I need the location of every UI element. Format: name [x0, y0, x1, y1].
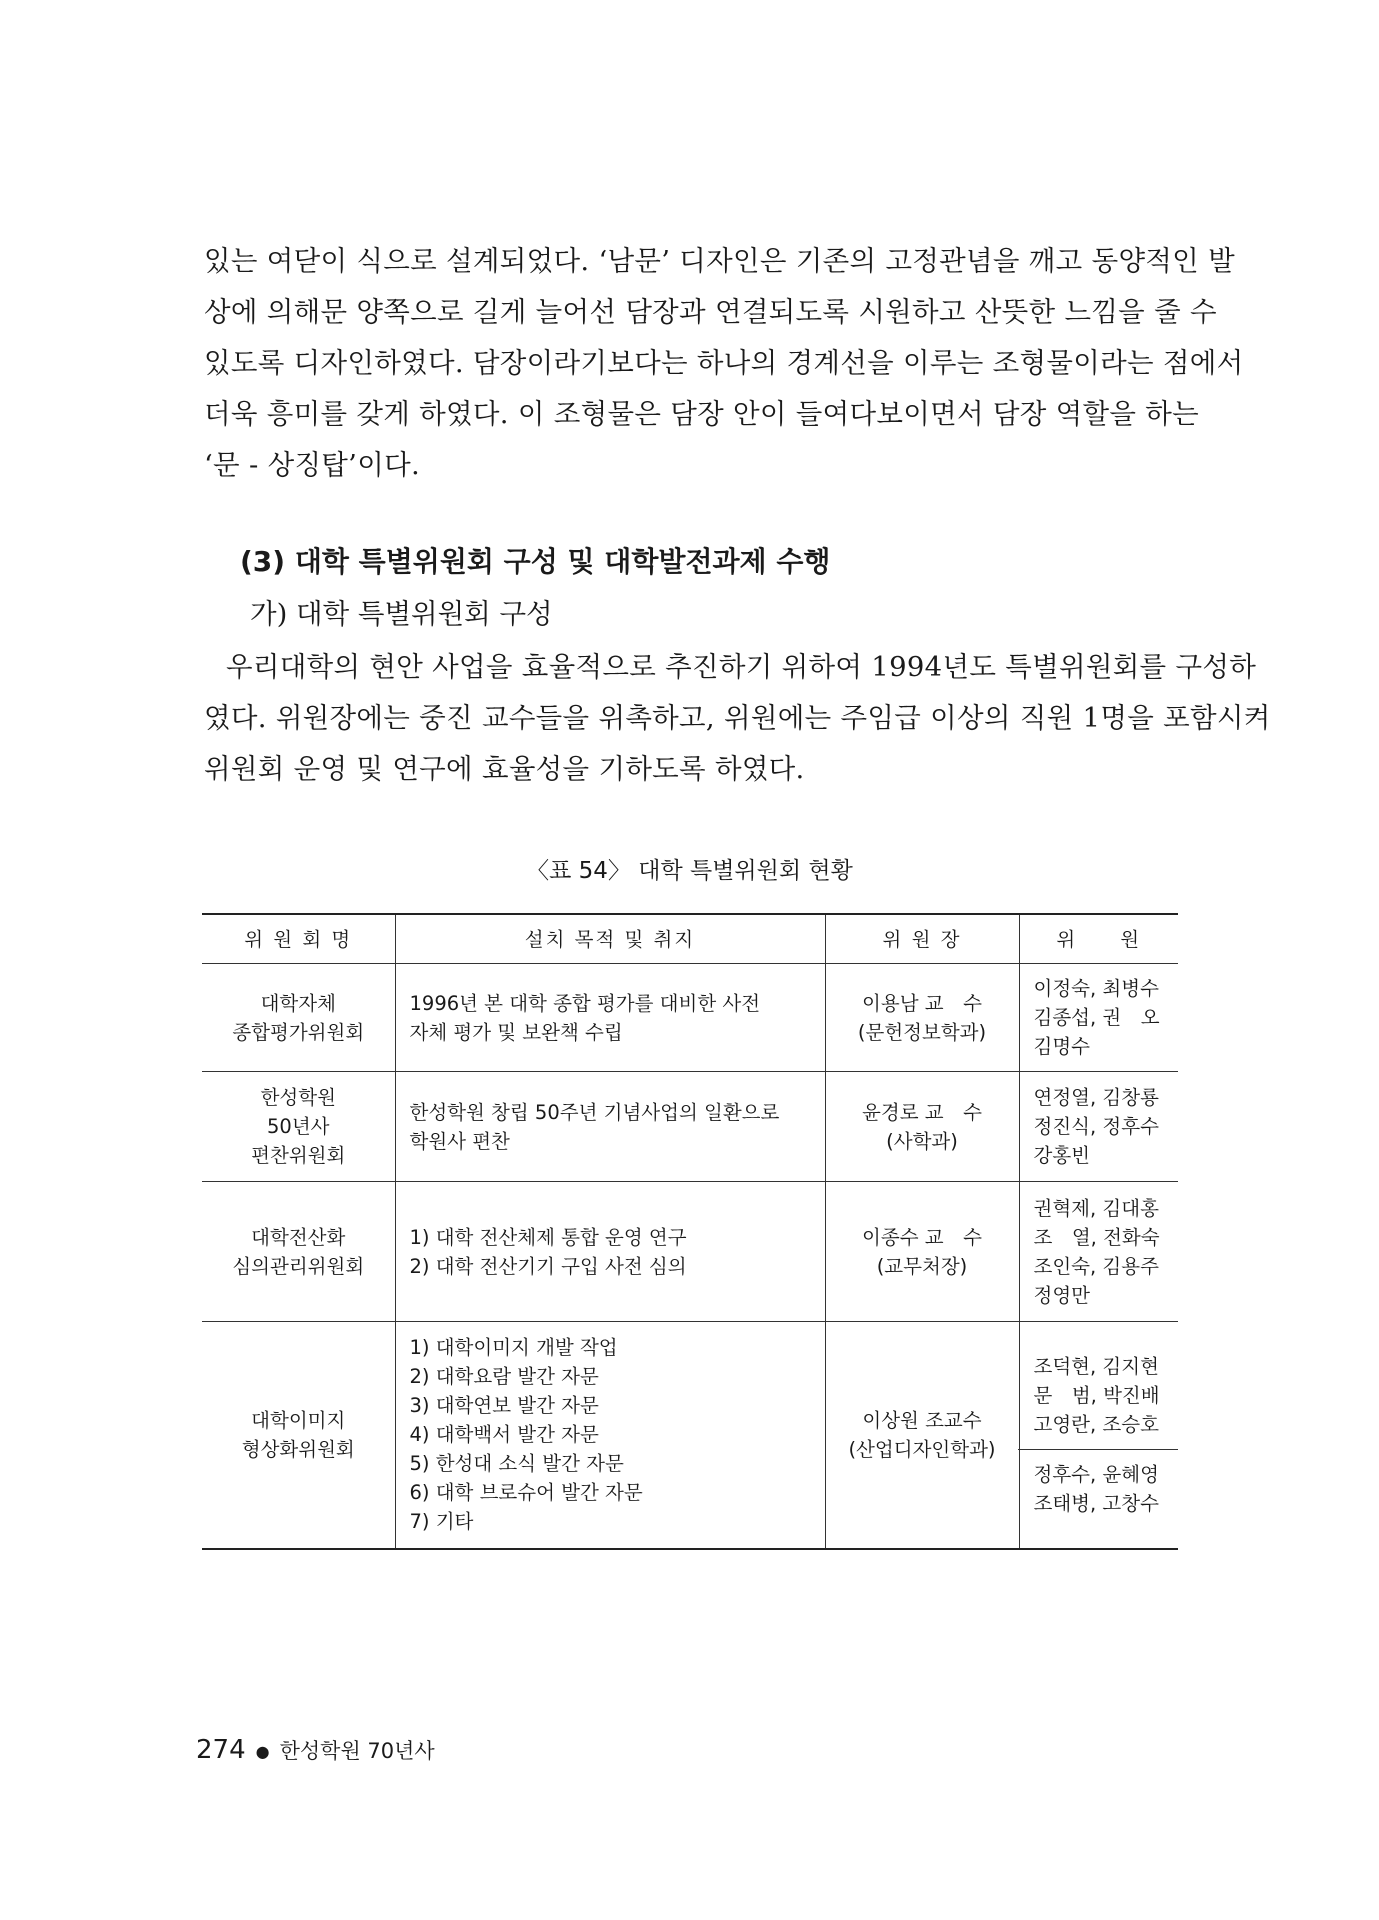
committee-name-line: 편찬위원회 — [251, 1144, 346, 1167]
chair-cell — [825, 1322, 1019, 1549]
column-header: 위 원 장 — [825, 914, 1019, 964]
committee-table — [202, 913, 1178, 1550]
table-body — [202, 964, 1178, 1549]
committee-name-cell — [202, 1072, 395, 1182]
purpose-line: 5) 한성대 소식 발간 자문 — [409, 1452, 624, 1476]
table-row — [202, 1322, 1178, 1549]
page-footer — [196, 1735, 435, 1765]
purpose-line: 3) 대학연보 발간 자문 — [409, 1394, 599, 1418]
chair-line: (교무처장) — [876, 1254, 968, 1278]
chair-line: 윤경로 교 수 — [862, 1100, 982, 1124]
committee-name-line: 대학전산화 — [251, 1225, 346, 1249]
committee-name-line: 50년사 — [267, 1115, 330, 1138]
members-line: 정진식, 정후수 — [1033, 1115, 1159, 1138]
members-line: 강홍빈 — [1033, 1144, 1091, 1167]
chair-line: 이상원 조교수 — [862, 1408, 982, 1432]
committee-name-line: 대학자체 — [260, 991, 336, 1015]
members-cell — [1019, 1072, 1178, 1182]
members-cell — [1019, 964, 1178, 1072]
members-line: 정후수, 윤혜영 — [1033, 1462, 1159, 1486]
purpose-cell — [395, 1182, 825, 1322]
purpose-line: 2) 대학 전산기기 구입 사전 심의 — [409, 1254, 687, 1278]
members-line: 연정열, 김창룡 — [1033, 1086, 1159, 1109]
members-line: 고영란, 조승호 — [1033, 1412, 1159, 1436]
body-paragraph — [204, 642, 1271, 795]
purpose-line: 한성학원 창립 50주년 기념사업의 일환으로 — [409, 1100, 780, 1124]
members-line: 조태병, 고창수 — [1033, 1491, 1159, 1515]
committee-name-cell — [202, 1322, 395, 1549]
chair-line: (사학과) — [886, 1129, 958, 1153]
purpose-line: 6) 대학 브로슈어 발간 자문 — [409, 1481, 643, 1505]
chair-cell — [825, 1072, 1019, 1182]
section-heading: (3) 대학 특별위원회 구성 및 대학발전과제 수행 — [240, 545, 831, 578]
chair-line: 이종수 교 수 — [862, 1225, 982, 1249]
purpose-cell — [395, 964, 825, 1072]
paragraph-line: 였다. 위원장에는 중진 교수들을 위촉하고, 위원에는 주임급 이상의 직원 1명을 포함시켜 — [204, 702, 1271, 734]
purpose-cell — [395, 1072, 825, 1182]
chair-cell — [825, 964, 1019, 1072]
chair-line: 이용남 교 수 — [862, 991, 982, 1015]
committee-name-line: 종합평가위원회 — [232, 1020, 365, 1044]
purpose-line: 자체 평가 및 보완책 수립 — [409, 1020, 623, 1044]
column-header: 위 원 — [1019, 914, 1178, 964]
table-row — [202, 1072, 1178, 1182]
purpose-line: 학원사 편찬 — [409, 1129, 510, 1153]
table-header-row — [202, 914, 1178, 964]
intro-paragraph — [204, 236, 1244, 491]
paragraph-line: 있는 여닫이 식으로 설계되었다. ‘남문’ 디자인은 기존의 고정관념을 깨고 동양적인 발 — [204, 245, 1235, 277]
book-title: 한성학원 70년사 — [279, 1739, 435, 1763]
members-extra-group — [1018, 1449, 1179, 1518]
purpose-line: 1) 대학이미지 개발 작업 — [409, 1336, 618, 1360]
purpose-line: 4) 대학백서 발간 자문 — [409, 1423, 599, 1447]
committee-name-cell — [202, 964, 395, 1072]
column-header: 위 원 회 명 — [202, 914, 395, 964]
table-row — [202, 1182, 1178, 1322]
table-row — [202, 964, 1178, 1072]
paragraph-line: 더욱 흥미를 갖게 하였다. 이 조형물은 담장 안이 들여다보이면서 담장 역할을 하는 — [204, 398, 1200, 430]
page-number: 274 — [196, 1735, 246, 1765]
paragraph-line: 상에 의해문 양쪽으로 길게 늘어선 담장과 연결되도록 시원하고 산뜻한 느낌을 줄 수 — [204, 296, 1217, 328]
bullet-separator-icon: ● — [255, 1741, 270, 1761]
members-line: 문 범, 박진배 — [1033, 1383, 1160, 1407]
committee-name-line: 대학이미지 — [251, 1408, 346, 1432]
table-caption: 〈표 54〉 대학 특별위원회 현황 — [526, 858, 853, 884]
purpose-line: 2) 대학요람 발간 자문 — [409, 1365, 599, 1389]
committee-name-line: 형상화위원회 — [241, 1437, 355, 1461]
committee-name-line: 심의관리위원회 — [232, 1254, 365, 1278]
members-line: 조인숙, 김용주 — [1033, 1254, 1159, 1278]
members-cell — [1019, 1322, 1178, 1549]
paragraph-line: ‘문 - 상징탑’이다. — [204, 449, 420, 481]
paragraph-line: 위원회 운영 및 연구에 효율성을 기하도록 하였다. — [204, 753, 805, 785]
members-line: 김종섭, 권 오 — [1033, 1006, 1160, 1029]
members-line: 권혁제, 김대홍 — [1033, 1196, 1159, 1220]
purpose-line: 1996년 본 대학 종합 평가를 대비한 사전 — [409, 991, 761, 1015]
members-line: 이정숙, 최병수 — [1033, 977, 1159, 1000]
members-line: 김명수 — [1033, 1035, 1091, 1058]
committee-name-cell — [202, 1182, 395, 1322]
committee-name-line: 한성학원 — [260, 1086, 336, 1109]
members-cell — [1019, 1182, 1178, 1322]
members-line: 정영만 — [1033, 1283, 1091, 1307]
chair-line: (문헌정보학과) — [857, 1020, 987, 1044]
purpose-cell — [395, 1322, 825, 1549]
paragraph-line: 우리대학의 현안 사업을 효율적으로 추진하기 위하여 1994년도 특별위원회를 구성하 — [226, 651, 1257, 683]
chair-line: (산업디자인학과) — [848, 1437, 996, 1461]
column-header: 설치 목적 및 취지 — [395, 914, 825, 964]
purpose-line: 7) 기타 — [409, 1510, 474, 1534]
chair-cell — [825, 1182, 1019, 1322]
purpose-line: 1) 대학 전산체제 통합 운영 연구 — [409, 1225, 687, 1249]
members-line: 조덕현, 김지현 — [1033, 1354, 1159, 1378]
subsection-heading: 가) 대학 특별위원회 구성 — [250, 598, 553, 630]
paragraph-line: 있도록 디자인하였다. 담장이라기보다는 하나의 경계선을 이루는 조형물이라는 점에서 — [204, 347, 1244, 379]
members-line: 조 열, 전화숙 — [1033, 1225, 1160, 1249]
